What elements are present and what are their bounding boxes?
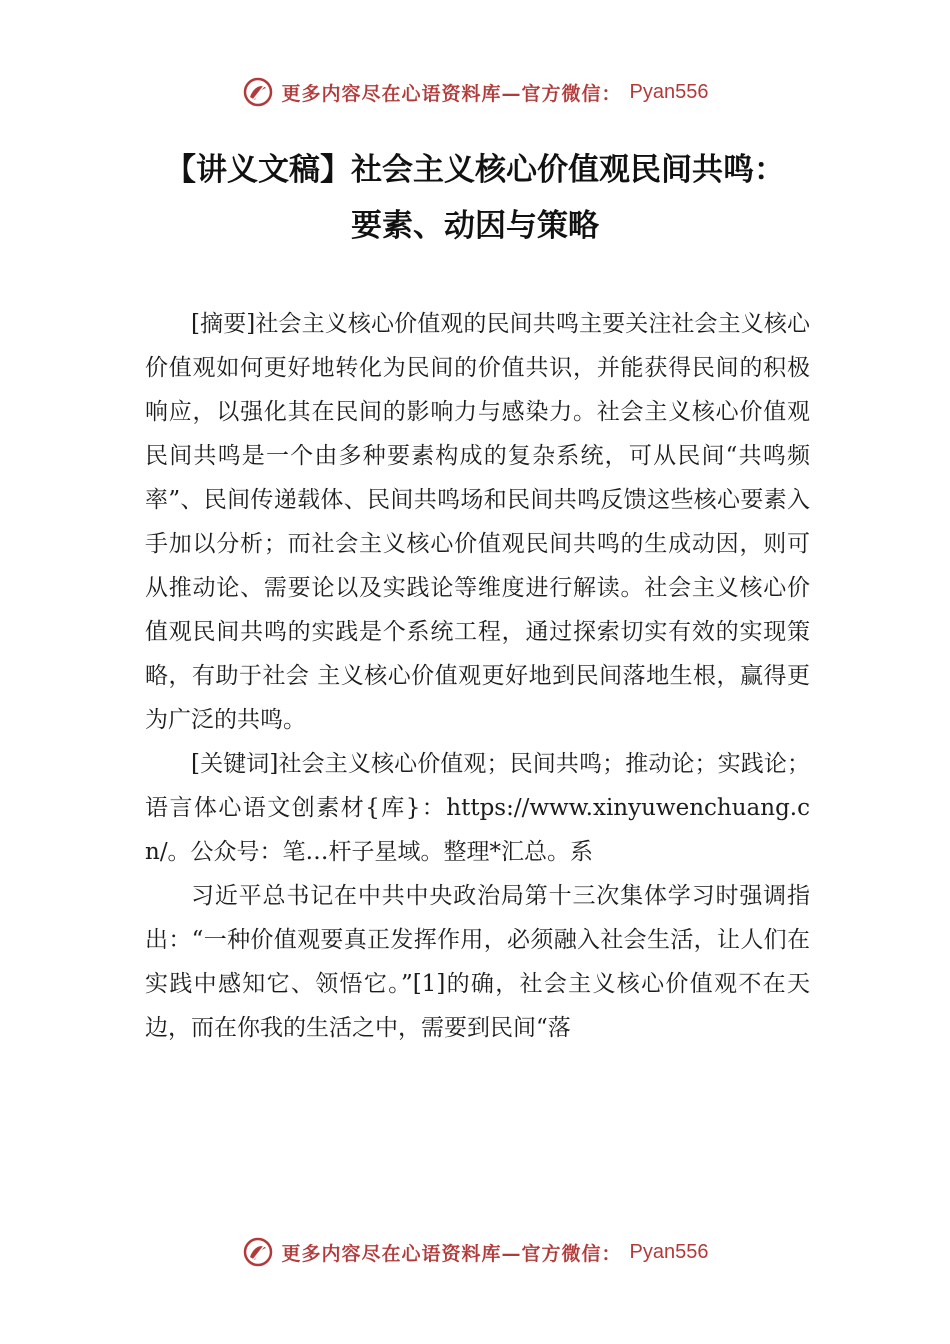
logo-icon <box>242 76 274 108</box>
body-paragraph: 习近平总书记在中共中央政治局第十三次集体学习时强调指出：“一种价值观要真正发挥作用，必须融入社会生活，让人们在实践中感知它、领悟它。”[1]的确，社会主义核心价值观不在天边，而在你我的生活之中，需要到民间“落 <box>145 883 810 1041</box>
banner-wechat-id: Pyan556 <box>629 80 709 103</box>
keywords-paragraph: [关键词]社会主义核心价值观；民间共鸣；推动论；实践论；语言体心语文创素材{库}：https://www.xinyuwenchuang.cn/。公众号：笔…杆子星域。整理*汇总。系 <box>145 751 810 865</box>
document-title <box>40 142 910 254</box>
banner-text: 更多内容尽在心语资料库—官方微信： <box>281 82 622 105</box>
title-line-1: 【讲义文稿】社会主义核心价值观民间共鸣： <box>165 152 785 188</box>
logo-icon <box>242 1236 274 1268</box>
abstract-paragraph: [摘要]社会主义核心价值观的民间共鸣主要关注社会主义核心价值观如何更好地转化为民间的价值共识，并能获得民间的积极响应，以强化其在民间的影响力与感染力。社会主义核心价值观民间共鸣是一个由多种要素构成的复杂系统，可从民间“共鸣频率”、民间传递载体、民间共鸣场和民间共鸣反馈这些核心要素入手加以分析；而社会主义核心价值观民间共鸣的生成动因，则可从推动论、需要论以及实践论等维度进行解读。社会主义核心价值观民间共鸣的实践是个系统工程，通过探索切实有效的实现策略，有助于社会 主义核心价值观更好地到民间落地生根，赢得更为广泛的共鸣。 <box>145 311 810 733</box>
banner-wechat-id: Pyan556 <box>629 1240 709 1263</box>
banner-text: 更多内容尽在心语资料库—官方微信： <box>281 1242 622 1265</box>
header-banner <box>0 72 950 112</box>
title-line-2: 要素、动因与策略 <box>351 208 599 244</box>
document-body <box>145 302 810 1050</box>
footer-banner <box>0 1232 950 1272</box>
